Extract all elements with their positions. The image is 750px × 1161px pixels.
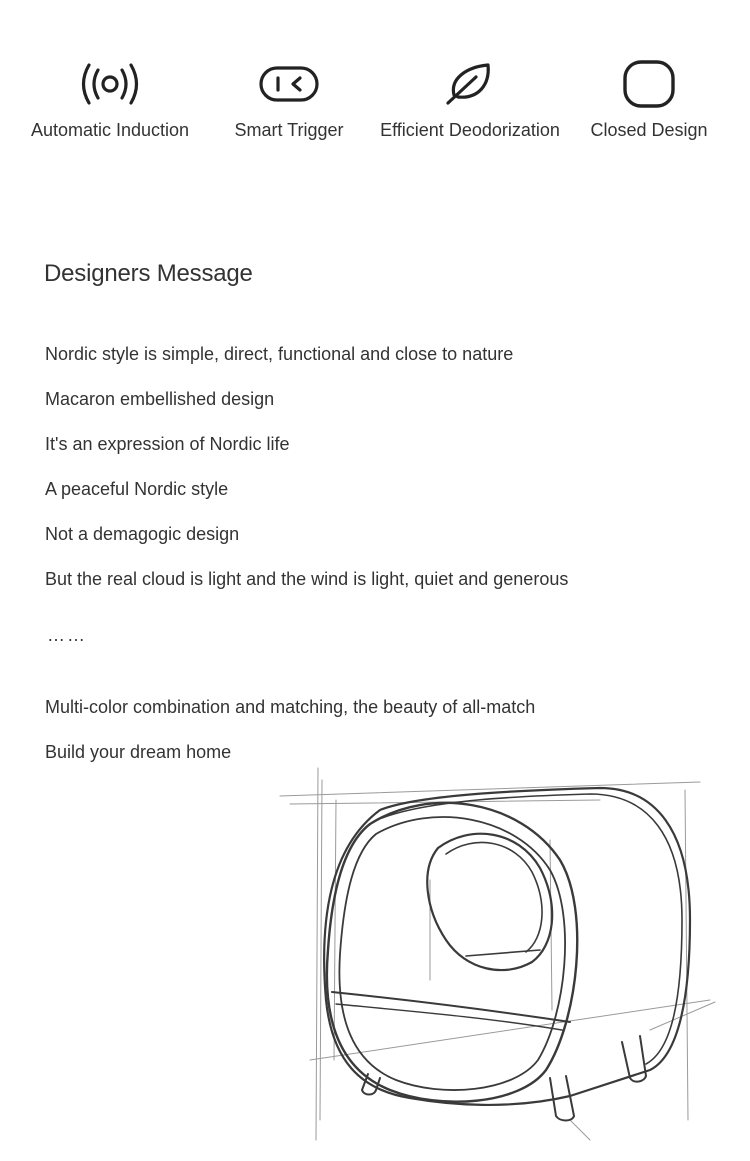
message-line: It's an expression of Nordic life [45, 434, 290, 454]
message-line: Multi-color combination and matching, the beauty of all-match [45, 697, 536, 717]
leaf-icon [375, 58, 565, 110]
wireless-signal-icon [15, 58, 205, 110]
message-line: Macaron embellished design [45, 389, 275, 409]
feature-label: Efficient Deodorization [380, 120, 560, 140]
trigger-switch-icon [194, 58, 384, 110]
feature-automatic-induction [15, 58, 205, 141]
litter-box-sketch-icon [270, 760, 730, 1155]
message-line: A peaceful Nordic style [45, 479, 229, 499]
feature-row [0, 58, 750, 158]
section-heading: Designers Message [44, 260, 253, 287]
feature-closed-design [554, 58, 744, 141]
message-line: Build your dream home [45, 742, 232, 762]
feature-label: Automatic Induction [30, 120, 190, 140]
ellipsis: …… [47, 625, 87, 645]
message-line: Not a demagogic design [45, 524, 240, 544]
feature-label: Closed Design [590, 120, 708, 140]
feature-smart-trigger [194, 58, 384, 141]
message-line: But the real cloud is light and the wind is light, quiet and generous [45, 569, 569, 589]
feature-label: Smart Trigger [234, 120, 344, 140]
message-line: Nordic style is simple, direct, functional and close to nature [45, 344, 514, 364]
rounded-square-icon [554, 58, 744, 110]
feature-efficient-deodorization [375, 58, 565, 141]
